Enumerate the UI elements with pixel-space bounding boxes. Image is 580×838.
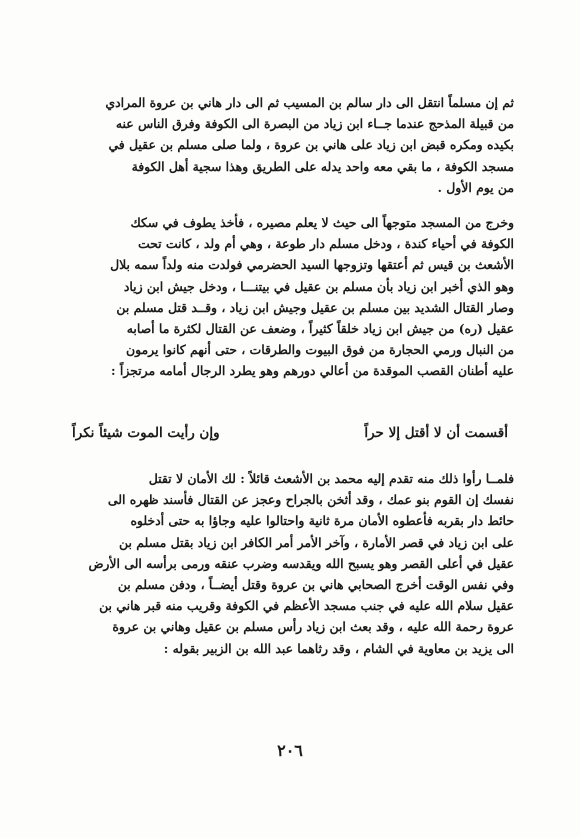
text-line: فلمــا رأوا ذلك منه تقدم إليه محمد بن الأشعث قائلاً : لك الأمان لا تقتل [148,471,514,486]
verse-second-hemistich: وإن رأيت الموت شيئاً نكراً [72,425,220,441]
text-line: من قبيلة المذحج عندما جــاء ابن زياد من البصرة الى الكوفة وفرق الناس عنه [115,116,514,132]
text-line: عقيل سلام الله عليه في جنب مسجد الأعظم في الكوفة وقريب منه قبر هاني بن [99,598,514,614]
text-line: الكوفة في أحياء كندة ، ودخل مسلم دار طوعة ، وهي أم ولد ، كانت تحت [137,236,514,252]
text-line: وخرج من المسجد متوجهاً الى حيث لا يعلم مصيره ، فأخذ يطوف في سكك [130,215,514,230]
text-line: مسجد الكوفة ، ما بقي معه واحد يدله على الطريق وهذا سجية أهل الكوفة [131,158,514,174]
text-line: وفي نفس الوقت أخرج الصحابي هاني بن عروة وقتل أيضــاً ، ودفن مسلم بن [117,577,514,593]
text-line: الى يزيد بن معاوية في الشام ، وقد رثاهما عبد الله بن الزبير بقوله : [163,640,514,656]
text-line: حائط دار بقربه فأعطوه الأمان مرة ثانية واحتالوا عليه وجاؤا به حتى أدخلوه [130,513,514,529]
text-line: بكيده ومكره قبض ابن زياد على هاني بن عروة ، ولما صلى مسلم بن عقيل في [108,137,514,153]
text-line: من النبال ورمي الحجارة من فوق البيوت والطرقات ، حتى أنهم كانوا يرمون [126,342,514,358]
text-line: عقيل (ره) من جيش ابن زياد خلقاً كثيراً ، وضعف عن القتال لكثرة ما أصابه [126,321,514,337]
text-line: الأشعث بن قيس ثم أعتقها وتزوجها السيد الحضرمي فولدت منه ولداً سمه بلال [110,257,514,273]
text-line: ثم إن مسلماً انتقل الى دار سالم بن المسيب ثم الى دار هاني بن عروة المرادي [105,95,514,110]
text-line: وصار القتال الشديد بين مسلم بن عقيل وجيش ابن زياد ، وقــد قتل مسلم بن [116,299,514,315]
poem-verse [72,425,508,441]
verse-first-hemistich: أقسمت أن لا أقتل إلا حراً [364,425,508,441]
paragraph-1 [62,92,514,198]
text-line: عقيل في أعلى القصر وهو يسبح الله ويقدسه وضرب عنقه ورمى برأسه الى الأرض [88,555,514,571]
paragraph-3 [62,468,514,659]
text-line: عليه أطنان القصب الموقدة من أعالي دورهم وهو يطرد الرجال أمامه مرتجزاً : [111,363,514,379]
text-line: نفسك إن القوم بنو عمك ، وقد أثخن بالجراح وعجز عن القتال فأسند ظهره الى [107,492,514,508]
page-number: ٢٠٦ [277,741,303,760]
paragraph-2 [62,212,514,382]
text-line: على ابن زياد في قصر الأمارة ، وآخر الأمر أمر الكافر ابن زياد بقتل مسلم بن [119,534,514,550]
text-line: من يوم الأول . [437,179,514,195]
text-line: وهو الذي أخبر ابن زياد بأن مسلم بن عقيل في بيتنـــا ، ودخل جيش ابن زياد [123,278,514,294]
text-line: عروة رحمة الله عليه ، وقد بعث ابن زياد رأس مسلم بن عقيل وهاني بن عروة [112,619,514,635]
